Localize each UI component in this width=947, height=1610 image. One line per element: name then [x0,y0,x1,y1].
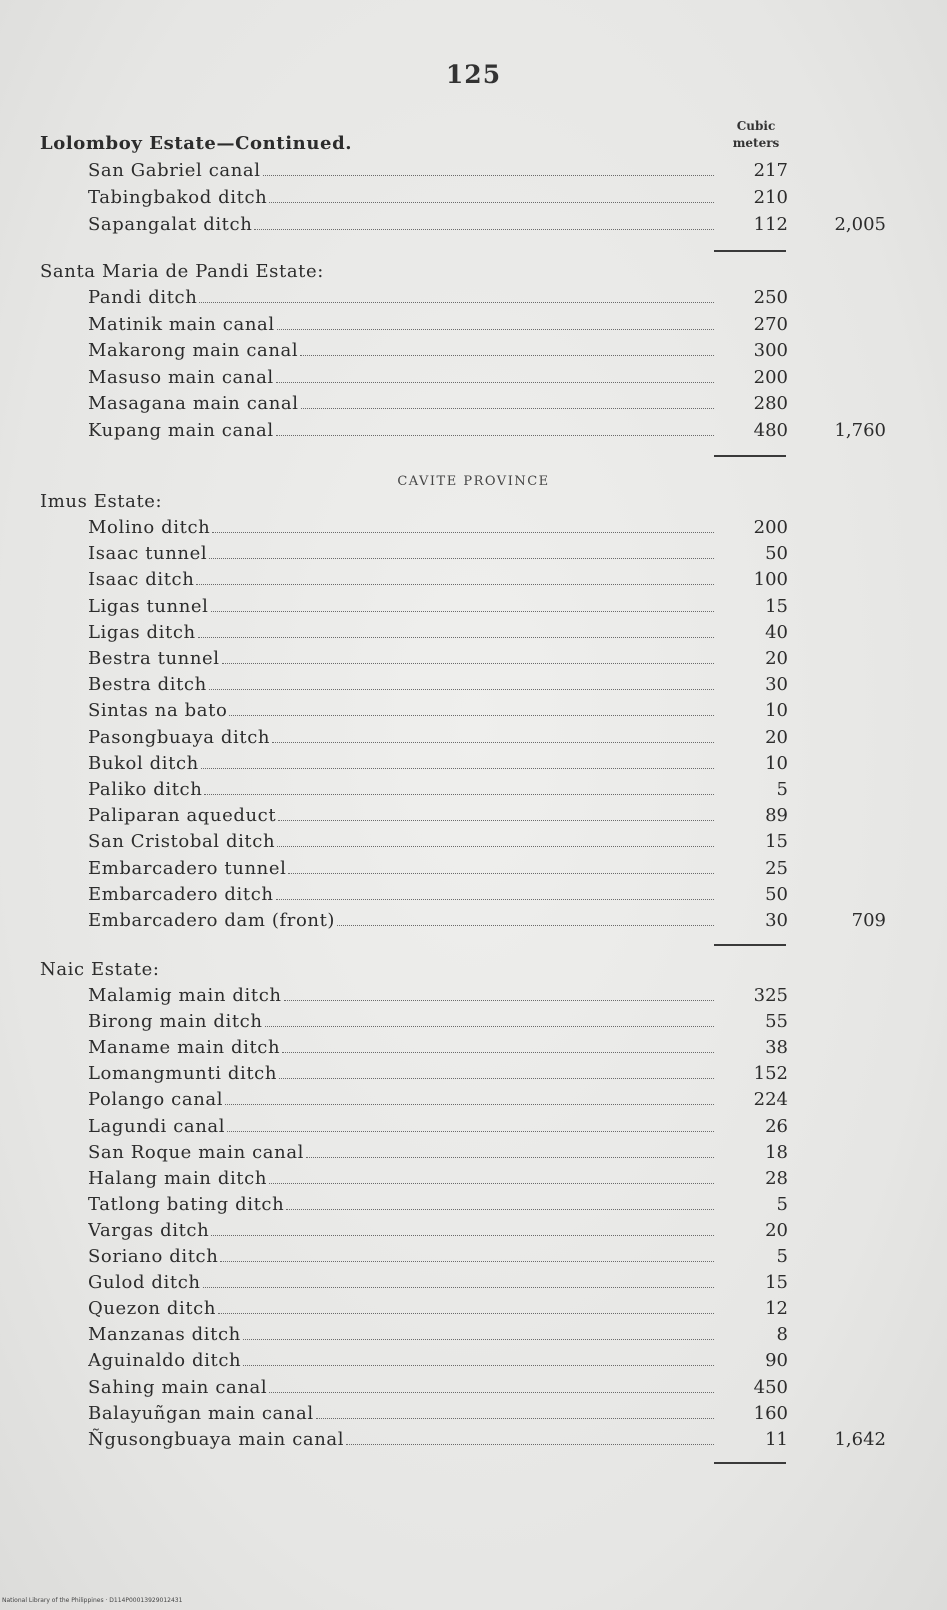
section-heading: Lolomboy Estate—Continued. [40,133,353,154]
item-name: Isaac ditch [88,569,195,591]
dot-leader [277,329,714,330]
table-row [0,1374,947,1401]
item-value: 50 [765,543,788,565]
dot-leader [284,1000,714,1001]
dot-leader [306,1157,714,1158]
dot-leader [316,1418,714,1419]
item-cell [88,907,714,934]
item-value: 300 [753,340,788,361]
item-name: Gulod ditch [88,1272,201,1294]
item-name: Ñgusongbuaya main canal [88,1428,345,1450]
table-row [0,514,947,541]
table-row [0,1243,947,1270]
page-number: 125 [445,60,502,89]
dot-leader [204,794,714,795]
item-cell [88,750,714,777]
item-value: 112 [753,214,788,235]
item-cell [88,828,714,855]
item-value: 480 [753,419,788,441]
item-cell [88,311,714,338]
item-name: Embarcadero ditch [88,883,274,905]
item-name: Sahing main canal [88,1376,268,1398]
item-cell [88,724,714,751]
item-name: Manzanas ditch [88,1324,241,1346]
estate-total: 709 [851,910,886,931]
dot-leader [198,637,714,638]
item-value: 26 [765,1115,788,1137]
dot-leader [282,1052,714,1053]
item-value: 450 [753,1376,788,1398]
item-cell [88,1400,714,1427]
item-cell [88,1060,714,1087]
section-heading-row [0,956,947,983]
estate-total: 1,760 [834,419,886,441]
item-value: 15 [765,831,788,853]
item-value: 15 [765,595,788,617]
item-name: Sapangalat ditch [88,214,253,235]
item-name: Matinik main canal [88,313,275,335]
table-row [0,1426,947,1453]
item-value: 8 [776,1324,788,1346]
dot-leader [209,558,714,559]
item-value: 224 [753,1089,788,1111]
item-value: 25 [765,857,788,879]
item-value: 270 [753,313,788,335]
item-name: Sintas na bato [88,700,228,722]
item-name: Polango canal [88,1089,224,1111]
dot-leader [301,408,714,409]
dot-leader [276,382,714,383]
item-name: Embarcadero tunnel [88,857,287,879]
item-name: Lagundi canal [88,1115,226,1137]
table-row [0,1191,947,1218]
item-value: 200 [753,366,788,388]
unit-header-cubic: Cubic [736,119,776,133]
table-row [0,1400,947,1427]
item-value: 50 [765,883,788,905]
item-name: Ligas ditch [88,621,196,643]
table-row [0,1139,947,1166]
table-row [0,1217,947,1244]
item-value: 30 [765,910,788,931]
item-name: Pandi ditch [88,287,198,308]
dot-leader [212,532,714,533]
dot-leader [279,1078,714,1079]
subtotal-rule [714,250,786,252]
item-value: 217 [753,160,788,181]
item-name: Lomangmunti ditch [88,1063,278,1085]
table-row [0,982,947,1009]
dot-leader [229,715,714,716]
section-heading-row [0,488,947,515]
item-value: 5 [776,779,788,800]
item-cell [88,1113,714,1140]
dot-leader [269,1183,714,1184]
item-value: 20 [765,648,788,669]
item-cell [88,802,714,829]
dot-leader [254,229,714,230]
dot-leader [243,1365,714,1366]
table-row [0,1347,947,1374]
table-row [0,211,947,238]
table-row [0,776,947,803]
subtotal-rule [714,1462,786,1464]
item-cell [88,881,714,908]
item-cell [88,982,714,1009]
table-row [0,184,947,211]
item-value: 15 [765,1272,788,1294]
dot-leader [222,663,714,664]
dot-leader [346,1444,714,1445]
table-row [0,645,947,672]
dot-leader [265,1026,714,1027]
dot-leader [203,1287,714,1288]
item-name: Paliparan aqueduct [88,805,277,827]
table-row [0,671,947,698]
dot-leader [211,611,714,612]
item-value: 40 [765,621,788,643]
dot-leader [337,925,714,926]
dot-leader [278,820,714,821]
item-name: Soriano ditch [88,1246,219,1267]
item-cell [88,417,714,444]
section-heading-row [0,130,947,157]
dot-leader [269,202,714,203]
dot-leader [218,1313,714,1314]
item-value: 325 [753,985,788,1006]
item-cell [88,1321,714,1348]
dot-leader [288,873,714,874]
item-name: Pasongbuaya ditch [88,726,271,748]
item-cell [88,1374,714,1401]
item-cell [88,1165,714,1192]
section-heading: Santa Maria de Pandi Estate: [40,261,324,282]
item-name: Paliko ditch [88,779,203,800]
dot-leader [276,435,714,436]
table-row [0,1165,947,1192]
item-name: Birong main ditch [88,1011,263,1033]
dot-leader [220,1261,714,1262]
dot-leader [272,742,714,743]
table-row [0,619,947,646]
item-name: Ligas tunnel [88,595,209,617]
item-value: 152 [753,1063,788,1085]
table-row [0,540,947,567]
item-cell [88,1008,714,1035]
item-value: 200 [753,517,788,538]
item-name: Makarong main canal [88,340,299,361]
table-row [0,1060,947,1087]
item-cell [88,1139,714,1166]
table-row [0,157,947,184]
item-cell [88,566,714,593]
dot-leader [196,584,714,585]
dot-leader [286,1209,714,1210]
item-name: Maname main ditch [88,1037,281,1059]
dot-leader [277,846,714,847]
item-cell [88,337,714,364]
section-heading: Naic Estate: [40,959,160,980]
footer-credit: National Library of the Philippines · D114P00013929012431 [2,1597,183,1604]
item-value: 20 [765,1219,788,1241]
table-row [0,364,947,391]
item-value: 160 [753,1402,788,1424]
item-value: 100 [753,569,788,591]
table-row [0,1086,947,1113]
item-cell [88,776,714,803]
item-value: 28 [765,1167,788,1189]
item-cell [88,1086,714,1113]
item-name: Kupang main canal [88,419,274,441]
item-cell [88,390,714,417]
item-cell [88,364,714,391]
table-row [0,390,947,417]
item-name: Masagana main canal [88,393,299,414]
dot-leader [209,689,714,690]
subtotal-rule [714,455,786,457]
table-row [0,417,947,444]
item-value: 20 [765,726,788,748]
table-row [0,697,947,724]
table-row [0,1008,947,1035]
item-cell [88,514,714,541]
table-row [0,566,947,593]
item-name: Bestra ditch [88,674,207,696]
item-value: 5 [776,1193,788,1215]
province-title: CAVITE PROVINCE [397,474,550,489]
item-cell [88,1426,714,1453]
item-cell [88,1217,714,1244]
item-name: Halang main ditch [88,1167,268,1189]
item-cell [88,855,714,882]
item-name: Tabingbakod ditch [88,187,268,208]
item-name: Balayuñgan main canal [88,1402,314,1424]
dot-leader [211,1235,714,1236]
item-value: 55 [765,1011,788,1033]
item-cell [88,1191,714,1218]
item-value: 18 [765,1141,788,1163]
table-row [0,593,947,620]
estate-total: 2,005 [834,214,886,235]
dot-leader [243,1339,714,1340]
item-name: San Cristobal ditch [88,831,276,853]
table-row [0,1269,947,1296]
item-value: 210 [753,187,788,208]
item-name: Vargas ditch [88,1219,210,1241]
item-value: 10 [765,700,788,722]
table-row [0,855,947,882]
item-name: Bukol ditch [88,752,199,774]
item-name: Masuso main canal [88,366,274,388]
item-cell [88,211,714,238]
item-name: San Gabriel canal [88,160,261,181]
table-row [0,750,947,777]
item-value: 38 [765,1037,788,1059]
table-row [0,724,947,751]
item-cell [88,1295,714,1322]
item-cell [88,671,714,698]
table-row [0,337,947,364]
item-value: 90 [765,1350,788,1372]
dot-leader [263,175,714,176]
item-cell [88,540,714,567]
table-row [0,907,947,934]
table-row [0,311,947,338]
table-row [0,1321,947,1348]
item-value: 5 [776,1246,788,1267]
dot-leader [300,355,714,356]
item-name: Aguinaldo ditch [88,1350,242,1372]
item-cell [88,1269,714,1296]
section-heading-row [0,258,947,285]
item-cell [88,1034,714,1061]
item-value: 280 [753,393,788,414]
item-cell [88,1243,714,1270]
item-name: Quezon ditch [88,1298,217,1320]
item-cell [88,619,714,646]
item-value: 89 [765,805,788,827]
section-heading: Imus Estate: [40,491,163,512]
dot-leader [269,1392,714,1393]
dot-leader [225,1104,714,1105]
item-cell [88,184,714,211]
table-row [0,881,947,908]
item-cell [88,645,714,672]
unit-header-meters: meters [732,136,780,150]
estate-total: 1,642 [834,1428,886,1450]
item-cell [88,284,714,311]
item-name: Bestra tunnel [88,648,220,669]
item-cell [88,697,714,724]
table-row [0,1113,947,1140]
table-row [0,828,947,855]
dot-leader [199,302,714,303]
item-name: San Roque main canal [88,1141,305,1163]
item-name: Molino ditch [88,517,211,538]
item-name: Embarcadero dam (front) [88,910,336,931]
item-cell [88,157,714,184]
item-name: Malamig main ditch [88,985,282,1006]
dot-leader [276,899,714,900]
subtotal-rule [714,944,786,946]
item-cell [88,1347,714,1374]
table-row [0,1034,947,1061]
item-name: Isaac tunnel [88,543,208,565]
dot-leader [227,1131,714,1132]
item-value: 11 [765,1428,788,1450]
item-name: Tatlong bating ditch [88,1193,285,1215]
item-value: 10 [765,752,788,774]
item-value: 30 [765,674,788,696]
table-row [0,802,947,829]
table-row [0,1295,947,1322]
item-value: 250 [753,287,788,308]
table-row [0,284,947,311]
dot-leader [201,768,714,769]
item-value: 12 [765,1298,788,1320]
item-cell [88,593,714,620]
